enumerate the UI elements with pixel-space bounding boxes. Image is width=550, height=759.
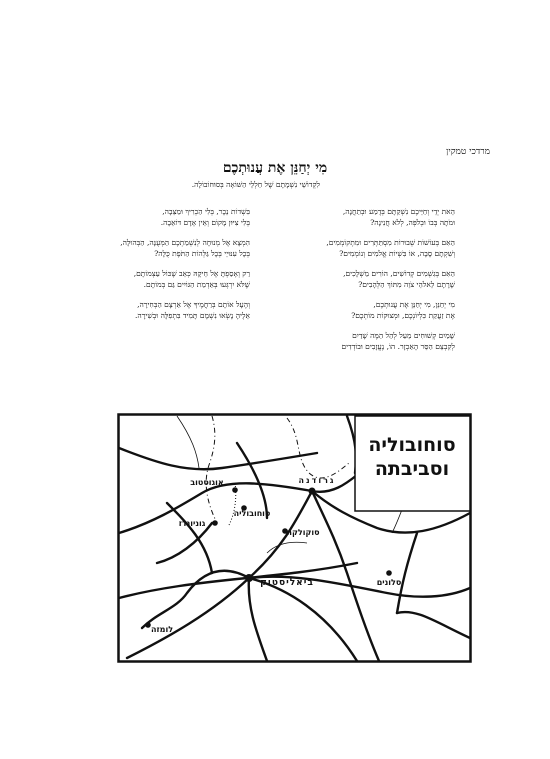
city-label-bialystok: ביאליסטוק xyxy=(260,578,314,588)
poem-line: אֵלֶיהָ נָשְׂאוּ נִשְׁמָם תָּמִיד בִּתְפִלָּה וּבְשִׁירָה. xyxy=(135,311,250,320)
city-label-augustow: אוגוסטוב xyxy=(190,478,224,487)
stanza xyxy=(60,206,250,228)
poem-title: מִי יְחַנֵּן אֶת עֲנוּתְכֶם xyxy=(222,160,328,176)
city-marker-slonim xyxy=(386,570,392,576)
author-name: מרדכי טמקין xyxy=(446,147,490,157)
city-marker-bialystok xyxy=(245,574,253,582)
stanza xyxy=(265,330,455,352)
poem-line: לְקִבְצֵם הַסֵּר הָאַכְזָר. הוֹ, נֶעֱזָבִים וּבוֹדְדִים xyxy=(341,342,455,351)
city-marker-lomza xyxy=(145,622,151,628)
city-label-grodno: גרודנה xyxy=(298,476,336,485)
stanza xyxy=(265,206,455,228)
poem-line: רַק וְאָסַפְתָּ אֶל חֵיקָהּ כְּאֵב שֶׁכּוֹל עַצְמוֹתָם, xyxy=(133,269,250,278)
stanza xyxy=(265,299,455,321)
poem-line: בְּכָל עִנּוּיֵי בְּכָל גַּלְּהוֹת הַתֹּפֶת כֻּלָּה? xyxy=(154,249,250,258)
poem-column-right xyxy=(265,206,455,361)
city-marker-augustow xyxy=(232,487,238,493)
poem-line: שָׁמַיִם קְשׁוּחִים מֵעַל לְהַל הַמֶּה שָׁדַיִם xyxy=(352,331,455,340)
region-map xyxy=(117,413,472,663)
city-label-lomza: לומזה xyxy=(150,625,174,634)
city-label-sokolka: סוקולקה xyxy=(286,528,320,537)
poem-line: בִּשְׁדוֹת נֵכָר, בְּלִי הַכְרִיךְ וּמַצֵּבָה, xyxy=(162,207,250,216)
poem-column-left xyxy=(60,206,250,330)
poem-line: הַאִם בְּעוֹשׁוֹת שְׁבוּרוֹת מִסְתַּתְּרִים וּמִתְקוֹמְמִים, xyxy=(326,238,455,247)
poem-line: הֵאת יְדֵי וְחַיֵּיכֶם נִשְׁקַתָּם בְּדֶמַע וּבְתַחֲנָה, xyxy=(342,207,455,216)
poem-line: שֶׁלֹּא יִרְגְּעוּ בְּאַדְמַת הַגּוֹיִים גַּם בְּמוֹתָם. xyxy=(143,280,250,289)
city-label-goniondz: גוניונדז xyxy=(178,519,206,528)
city-label-sukhovolya: סוחובוליה xyxy=(233,509,271,518)
stanza xyxy=(60,268,250,290)
poem-line: הִמְצָא אֶל מְנוּחָה לְנִשְׁמַתְכֶם הַמְּעֻנָּה, הַבְּהוּלָה, xyxy=(120,238,250,247)
map-title-line2: וסביבתה xyxy=(374,458,450,480)
stanza xyxy=(60,237,250,259)
stanza xyxy=(265,237,455,259)
poem-dedication: לִקְדוֹשֵׁי נִשְׁמָתָם שֶׁל חַלְלֵי הַשּׁוֹאָה בְּסוּחוֹבוֹלָה. xyxy=(191,180,320,189)
city-marker-goniondz xyxy=(212,520,218,526)
city-label-slonim: סלונים xyxy=(376,578,402,587)
map-title-line1: סוחובוליה xyxy=(368,434,456,456)
poem-line: וּמֹתָה בְּבוֹ וּבְלֹפְּה, לְלֹא חֲנִינָה? xyxy=(370,218,455,227)
city-marker-grodno xyxy=(309,488,316,495)
poem-line: וְשִׁקְתָם סָבָה, אוֹ בִּשְׁיוֹת אֱלֹמִים וְנוֹמְמִים? xyxy=(339,249,455,258)
stanza xyxy=(60,299,250,321)
poem-line: מִי יְחַנֵּן, מִי יְחַנֵּן אֶת עֲנוּתְכֶם, xyxy=(373,300,455,309)
poem-line: בְּלִי צִיּוּן מָקוֹם וְאֵין אָדָם דּוֹאֵבָה. xyxy=(160,218,250,227)
title-box xyxy=(355,416,470,511)
poem-line: אֶת זַעֲקַת כִּלְיוֹנְכֶם, וּמְצוּקוֹת מוֹתְכֶם? xyxy=(351,311,455,320)
poem-line: הַאִם בְּגִשְׁמִים קְדוֹשִׁים, הוֹרִים מַשְׁלָכִים, xyxy=(343,269,455,278)
stanza xyxy=(265,268,455,290)
poem-line: שָׁרָתָם לֵאלֹהֵי צֹוֵה מִתּוֹךְ הַלְּהָבִים? xyxy=(358,280,455,289)
poem-line: וְהֶעָל אוֹתָם בְּרַחֲמֶיךָ אֶל אַרְצָם הַבְּחִירָה, xyxy=(137,300,250,309)
